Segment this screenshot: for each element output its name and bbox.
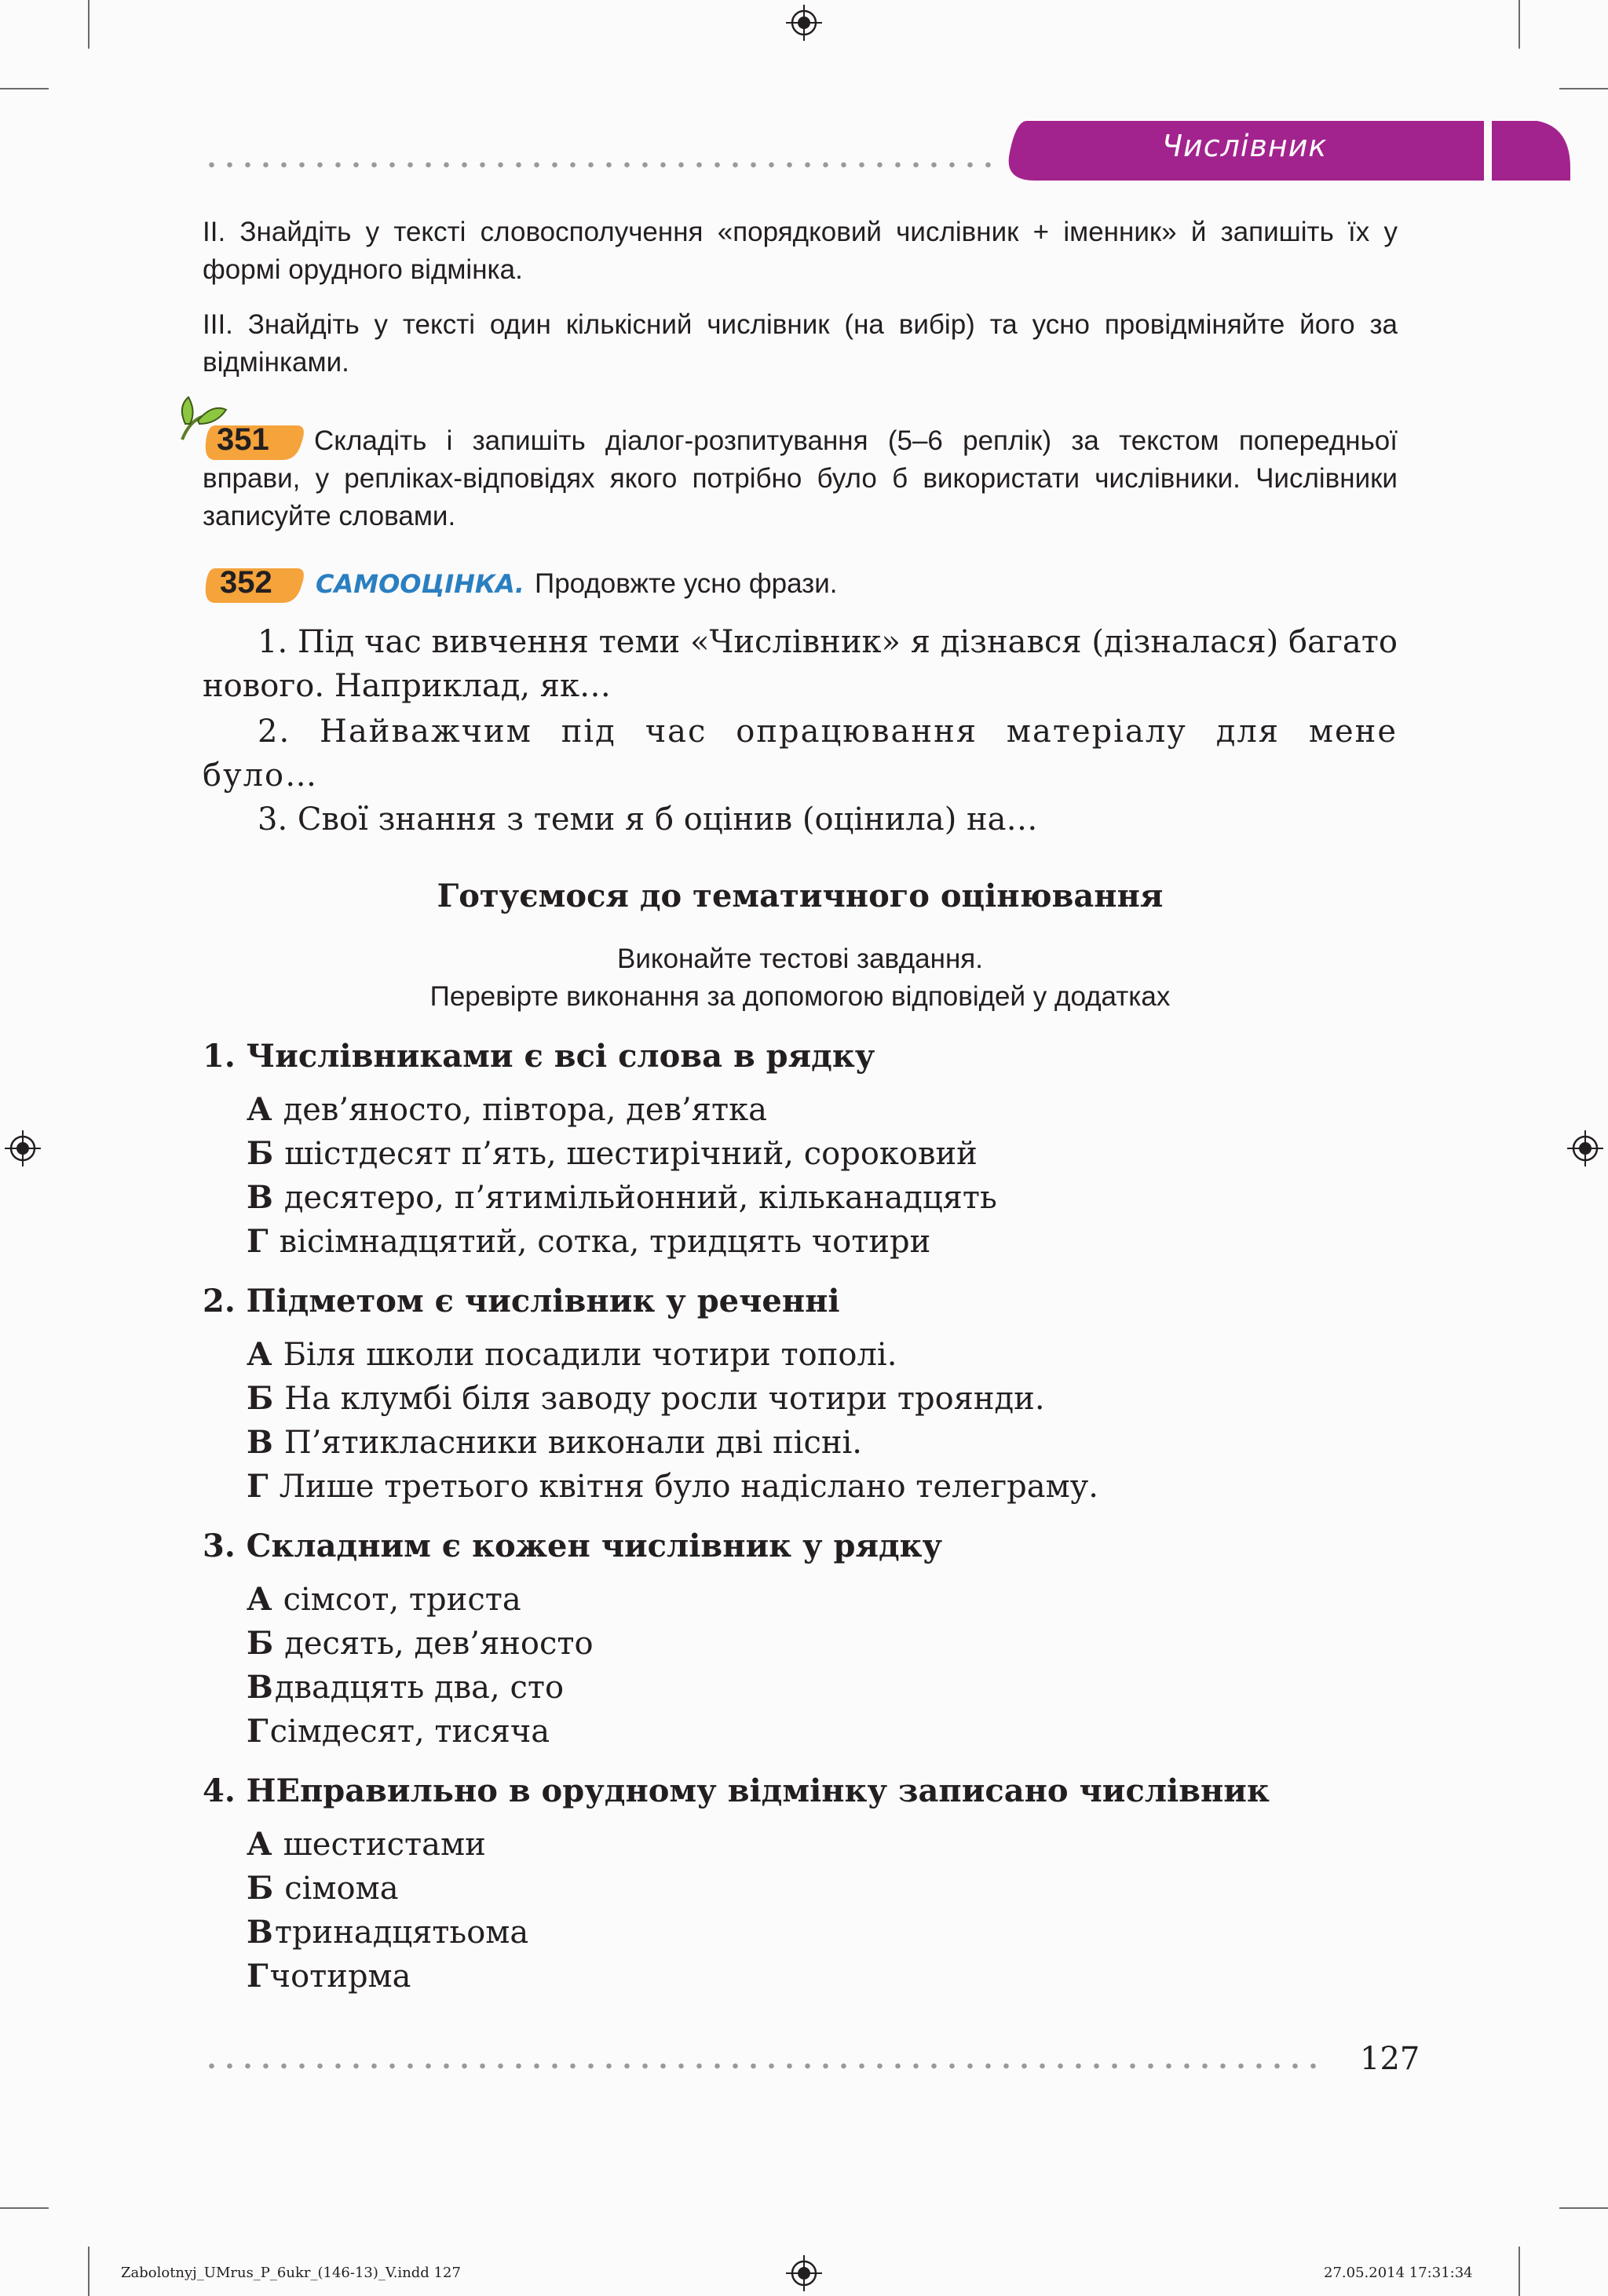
- option-letter: Г: [247, 1713, 269, 1750]
- option-text: тринадцятьома: [274, 1915, 529, 1951]
- option-text: Біля школи посадили чотири тополі.: [283, 1337, 897, 1373]
- registration-mark-icon: [5, 1130, 41, 1166]
- option-letter: В: [247, 1424, 273, 1461]
- registration-mark-icon: [786, 2255, 822, 2291]
- self-assessment-phrase: 1. Під час вивчення теми «Числівник» я дізнався (дізналася) багато нового. Наприклад, як…: [203, 624, 1398, 704]
- answer-option[interactable]: [247, 1914, 528, 1951]
- answer-option[interactable]: [247, 1135, 978, 1172]
- answer-option[interactable]: [247, 1669, 564, 1706]
- option-text: шістдесят п’ять, шестирічний, сороковий: [284, 1136, 978, 1172]
- crop-mark: [0, 2207, 49, 2209]
- answer-option[interactable]: [247, 1958, 411, 1995]
- test-section-heading: Готуємося до тематичного оцінювання: [437, 878, 1164, 914]
- crop-mark: [1559, 2207, 1608, 2209]
- answer-option[interactable]: [247, 1380, 1045, 1417]
- answer-option[interactable]: [247, 1625, 594, 1662]
- option-letter: А: [247, 1091, 272, 1128]
- option-letter: А: [247, 1581, 272, 1618]
- task-item-2: II. Знайдіть у тексті словосполучення «порядковий числівник + іменник» й запишіть їх у формі орудного відмінка.: [203, 217, 1398, 285]
- option-letter: А: [247, 1336, 272, 1373]
- option-letter: Г: [247, 1223, 269, 1260]
- option-text: сімома: [284, 1871, 399, 1907]
- question-title: 2. Підметом є числівник у реченні: [203, 1283, 840, 1320]
- option-letter: Б: [247, 1625, 274, 1662]
- answer-option[interactable]: [247, 1826, 486, 1863]
- option-text: двадцять два, сто: [274, 1670, 565, 1706]
- answer-option[interactable]: [247, 1468, 1098, 1505]
- answer-option[interactable]: [247, 1581, 521, 1618]
- option-letter: Г: [247, 1468, 269, 1505]
- option-letter: В: [247, 1914, 273, 1951]
- test-instruction: Перевірте виконання за допомогою відповідей у додатках: [429, 981, 1171, 1012]
- option-letter: Б: [247, 1135, 274, 1172]
- registration-mark-icon: [786, 5, 822, 41]
- section-title: Числівник: [1162, 129, 1328, 163]
- exercise-351-text: [203, 422, 1398, 535]
- exercise-352-heading: [316, 568, 837, 600]
- exercise-351-body: Складіть і запишіть діалог-розпитування (5–6 реплік) за текстом попередньої вправи, у репліках-відповідях якого потрібно було б використати числівники. Числівники записуйте словами.: [203, 425, 1398, 531]
- option-text: дев’яносто, півтора, дев’ятка: [283, 1092, 767, 1128]
- option-text: шестистами: [283, 1827, 486, 1863]
- print-timestamp: 27.05.2014 17:31:34: [1324, 2265, 1473, 2281]
- option-text: П’ятикласники виконали дві пісні.: [283, 1425, 863, 1461]
- crop-mark: [88, 0, 90, 49]
- page-number: 127: [1360, 2041, 1420, 2077]
- self-assessment-phrase: 2. Найважчим під час опрацювання матеріалу для мене було…: [203, 714, 1398, 794]
- option-text: сімдесят, тисяча: [269, 1714, 550, 1750]
- option-text: На клумбі біля заводу росли чотири троянди.: [284, 1381, 1045, 1417]
- crop-mark: [0, 88, 49, 89]
- exercise-number: 351: [217, 422, 269, 457]
- option-letter: Г: [247, 1958, 269, 1995]
- self-assessment-label: САМООЦІНКА.: [316, 569, 524, 599]
- self-assessment-phrase: 3. Свої знання з теми я б оцінив (оцінила) на…: [258, 801, 1038, 838]
- option-letter: Б: [247, 1870, 274, 1907]
- crop-mark: [88, 2247, 90, 2296]
- exercise-352-instruction: Продовжте усно фрази.: [535, 568, 838, 599]
- test-instruction: Виконайте тестові завдання.: [617, 944, 983, 974]
- answer-option[interactable]: [247, 1870, 399, 1907]
- answer-option[interactable]: [247, 1091, 767, 1128]
- registration-mark-icon: [1567, 1130, 1603, 1166]
- answer-option[interactable]: [247, 1223, 930, 1260]
- option-letter: В: [247, 1669, 273, 1706]
- option-letter: В: [247, 1179, 273, 1216]
- footer-dotted-rule: [203, 2063, 1327, 2069]
- option-text: чотирма: [269, 1958, 411, 1995]
- option-letter: Б: [247, 1380, 274, 1417]
- answer-option[interactable]: [247, 1424, 862, 1461]
- option-text: вісімнадцятий, сотка, тридцять чотири: [279, 1224, 931, 1260]
- question-title: 1. Числівниками є всі слова в рядку: [203, 1038, 875, 1075]
- question-title: 4. НЕправильно в орудному відмінку записано числівник: [203, 1772, 1270, 1809]
- option-text: сімсот, триста: [283, 1582, 521, 1618]
- option-text: десять, дев’яносто: [284, 1626, 594, 1662]
- answer-option[interactable]: [247, 1336, 897, 1373]
- option-text: Лише третього квітня було надіслано телеграму.: [279, 1469, 1098, 1505]
- task-item-3: III. Знайдіть у тексті один кількісний числівник (на вибір) та усно провідміняйте його за відмінками.: [203, 309, 1398, 378]
- answer-option[interactable]: [247, 1713, 550, 1750]
- crop-mark: [1518, 0, 1520, 49]
- question-title: 3. Складним є кожен числівник у рядку: [203, 1528, 943, 1564]
- exercise-number: 352: [220, 565, 272, 600]
- crop-mark: [1559, 88, 1608, 89]
- crop-mark: [1518, 2247, 1520, 2296]
- answer-option[interactable]: [247, 1179, 997, 1216]
- option-text: десятеро, п’ятимільйонний, кільканадцять: [283, 1180, 997, 1216]
- option-letter: А: [247, 1826, 272, 1863]
- header-dotted-rule: [203, 162, 996, 168]
- file-info: Zabolotnyj_UMrus_P_6ukr_(146-13)_V.indd 127: [121, 2265, 461, 2281]
